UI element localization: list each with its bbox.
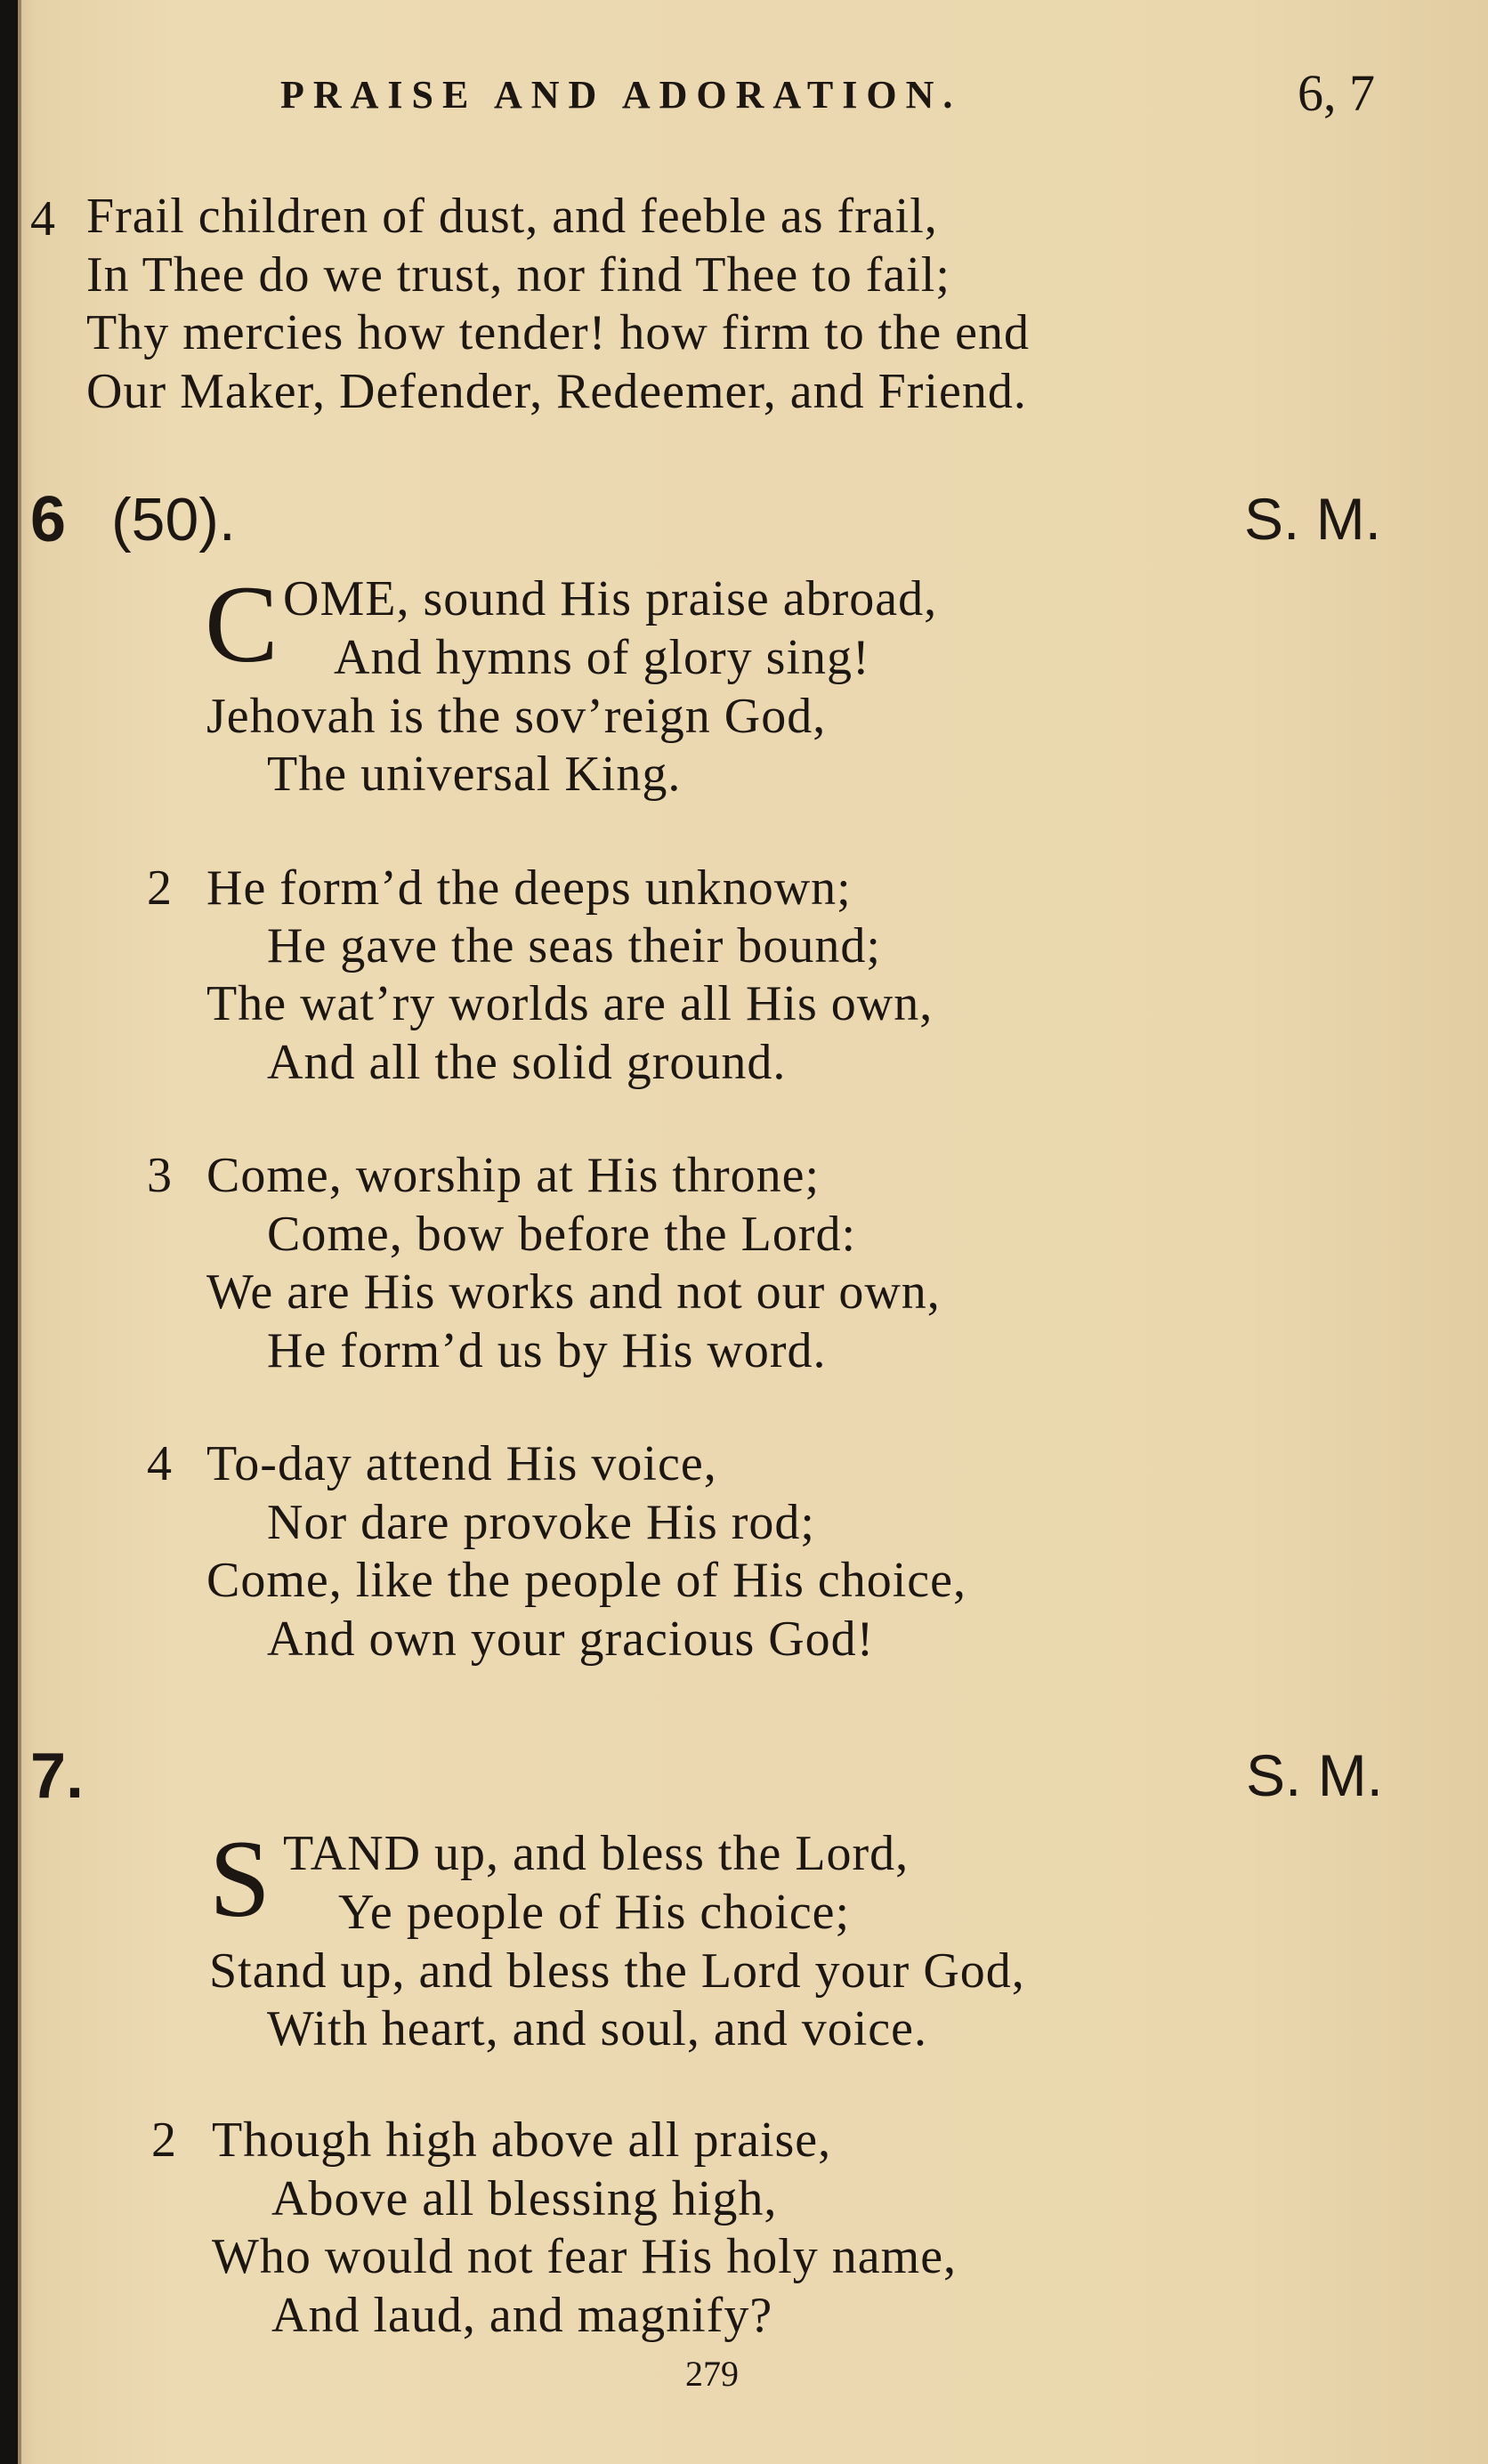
verse-line: The universal King. [267, 747, 682, 802]
stanza-number: 3 [147, 1148, 173, 1203]
stanza-number: 4 [30, 191, 56, 246]
verse-line: Above all blessing high, [271, 2171, 778, 2226]
verse-line: And own your gracious God! [267, 1612, 875, 1667]
verse-line: Come, like the people of His choice, [206, 1553, 966, 1608]
verse-line: Jehovah is the sov’reign God, [206, 689, 827, 744]
stanza-number: 4 [147, 1436, 173, 1491]
verse-line: Thy mercies how tender! how firm to the end [86, 305, 1031, 360]
binding-shadow [18, 0, 21, 2464]
verse-line: He form’d us by His word. [267, 1323, 827, 1378]
verse-line: Our Maker, Defender, Redeemer, and Friend. [86, 364, 1027, 419]
verse-line: Nor dare provoke His rod; [267, 1495, 815, 1550]
verse-line: Frail children of dust, and feeble as frail, [86, 189, 938, 244]
verse-line: In Thee do we trust, nor find Thee to fail; [86, 247, 950, 303]
verse-line: And all the solid ground. [267, 1035, 787, 1090]
verse-line: With heart, and soul, and voice. [267, 2001, 927, 2056]
verse-line: Ye people of His choice; [338, 1885, 851, 1940]
meter: S. M. [1244, 486, 1382, 552]
binding-edge [0, 0, 18, 2464]
hymn-number: 7. [30, 1741, 85, 1812]
verse-line: And laud, and magnify? [271, 2288, 773, 2343]
meter: S. M. [1246, 1742, 1384, 1808]
verse-line: Who would not fear His holy name, [212, 2229, 958, 2284]
verse-line: Stand up, and bless the Lord your God, [209, 1943, 1025, 1999]
stanza-number: 2 [151, 2113, 177, 2168]
verse-line: TAND up, and bless the Lord, [283, 1826, 910, 1881]
hymn-range: 6, 7 [1298, 64, 1375, 122]
verse-line: Come, worship at His throne; [206, 1148, 821, 1203]
verse-line: To-day attend His voice, [206, 1436, 717, 1491]
tune-reference: (50). [111, 486, 236, 553]
verse-line: We are His works and not our own, [206, 1264, 941, 1320]
verse-line: Come, bow before the Lord: [267, 1207, 857, 1262]
page-number: 279 [685, 2354, 739, 2394]
verse-line: OME, sound His praise abroad, [283, 571, 938, 626]
drop-cap: S [209, 1818, 271, 1940]
drop-cap: C [205, 563, 279, 685]
verse-line: He gave the seas their bound; [267, 918, 881, 973]
stanza-number: 2 [147, 860, 173, 916]
hymn-number: 6 [30, 484, 67, 555]
running-title: PRAISE AND ADORATION. [280, 73, 962, 117]
verse-line: He form’d the deeps unknown; [206, 860, 852, 916]
verse-line: And hymns of glory sing! [334, 630, 870, 685]
verse-line: The wat’ry worlds are all His own, [206, 976, 934, 1031]
verse-line: Though high above all praise, [212, 2113, 832, 2168]
